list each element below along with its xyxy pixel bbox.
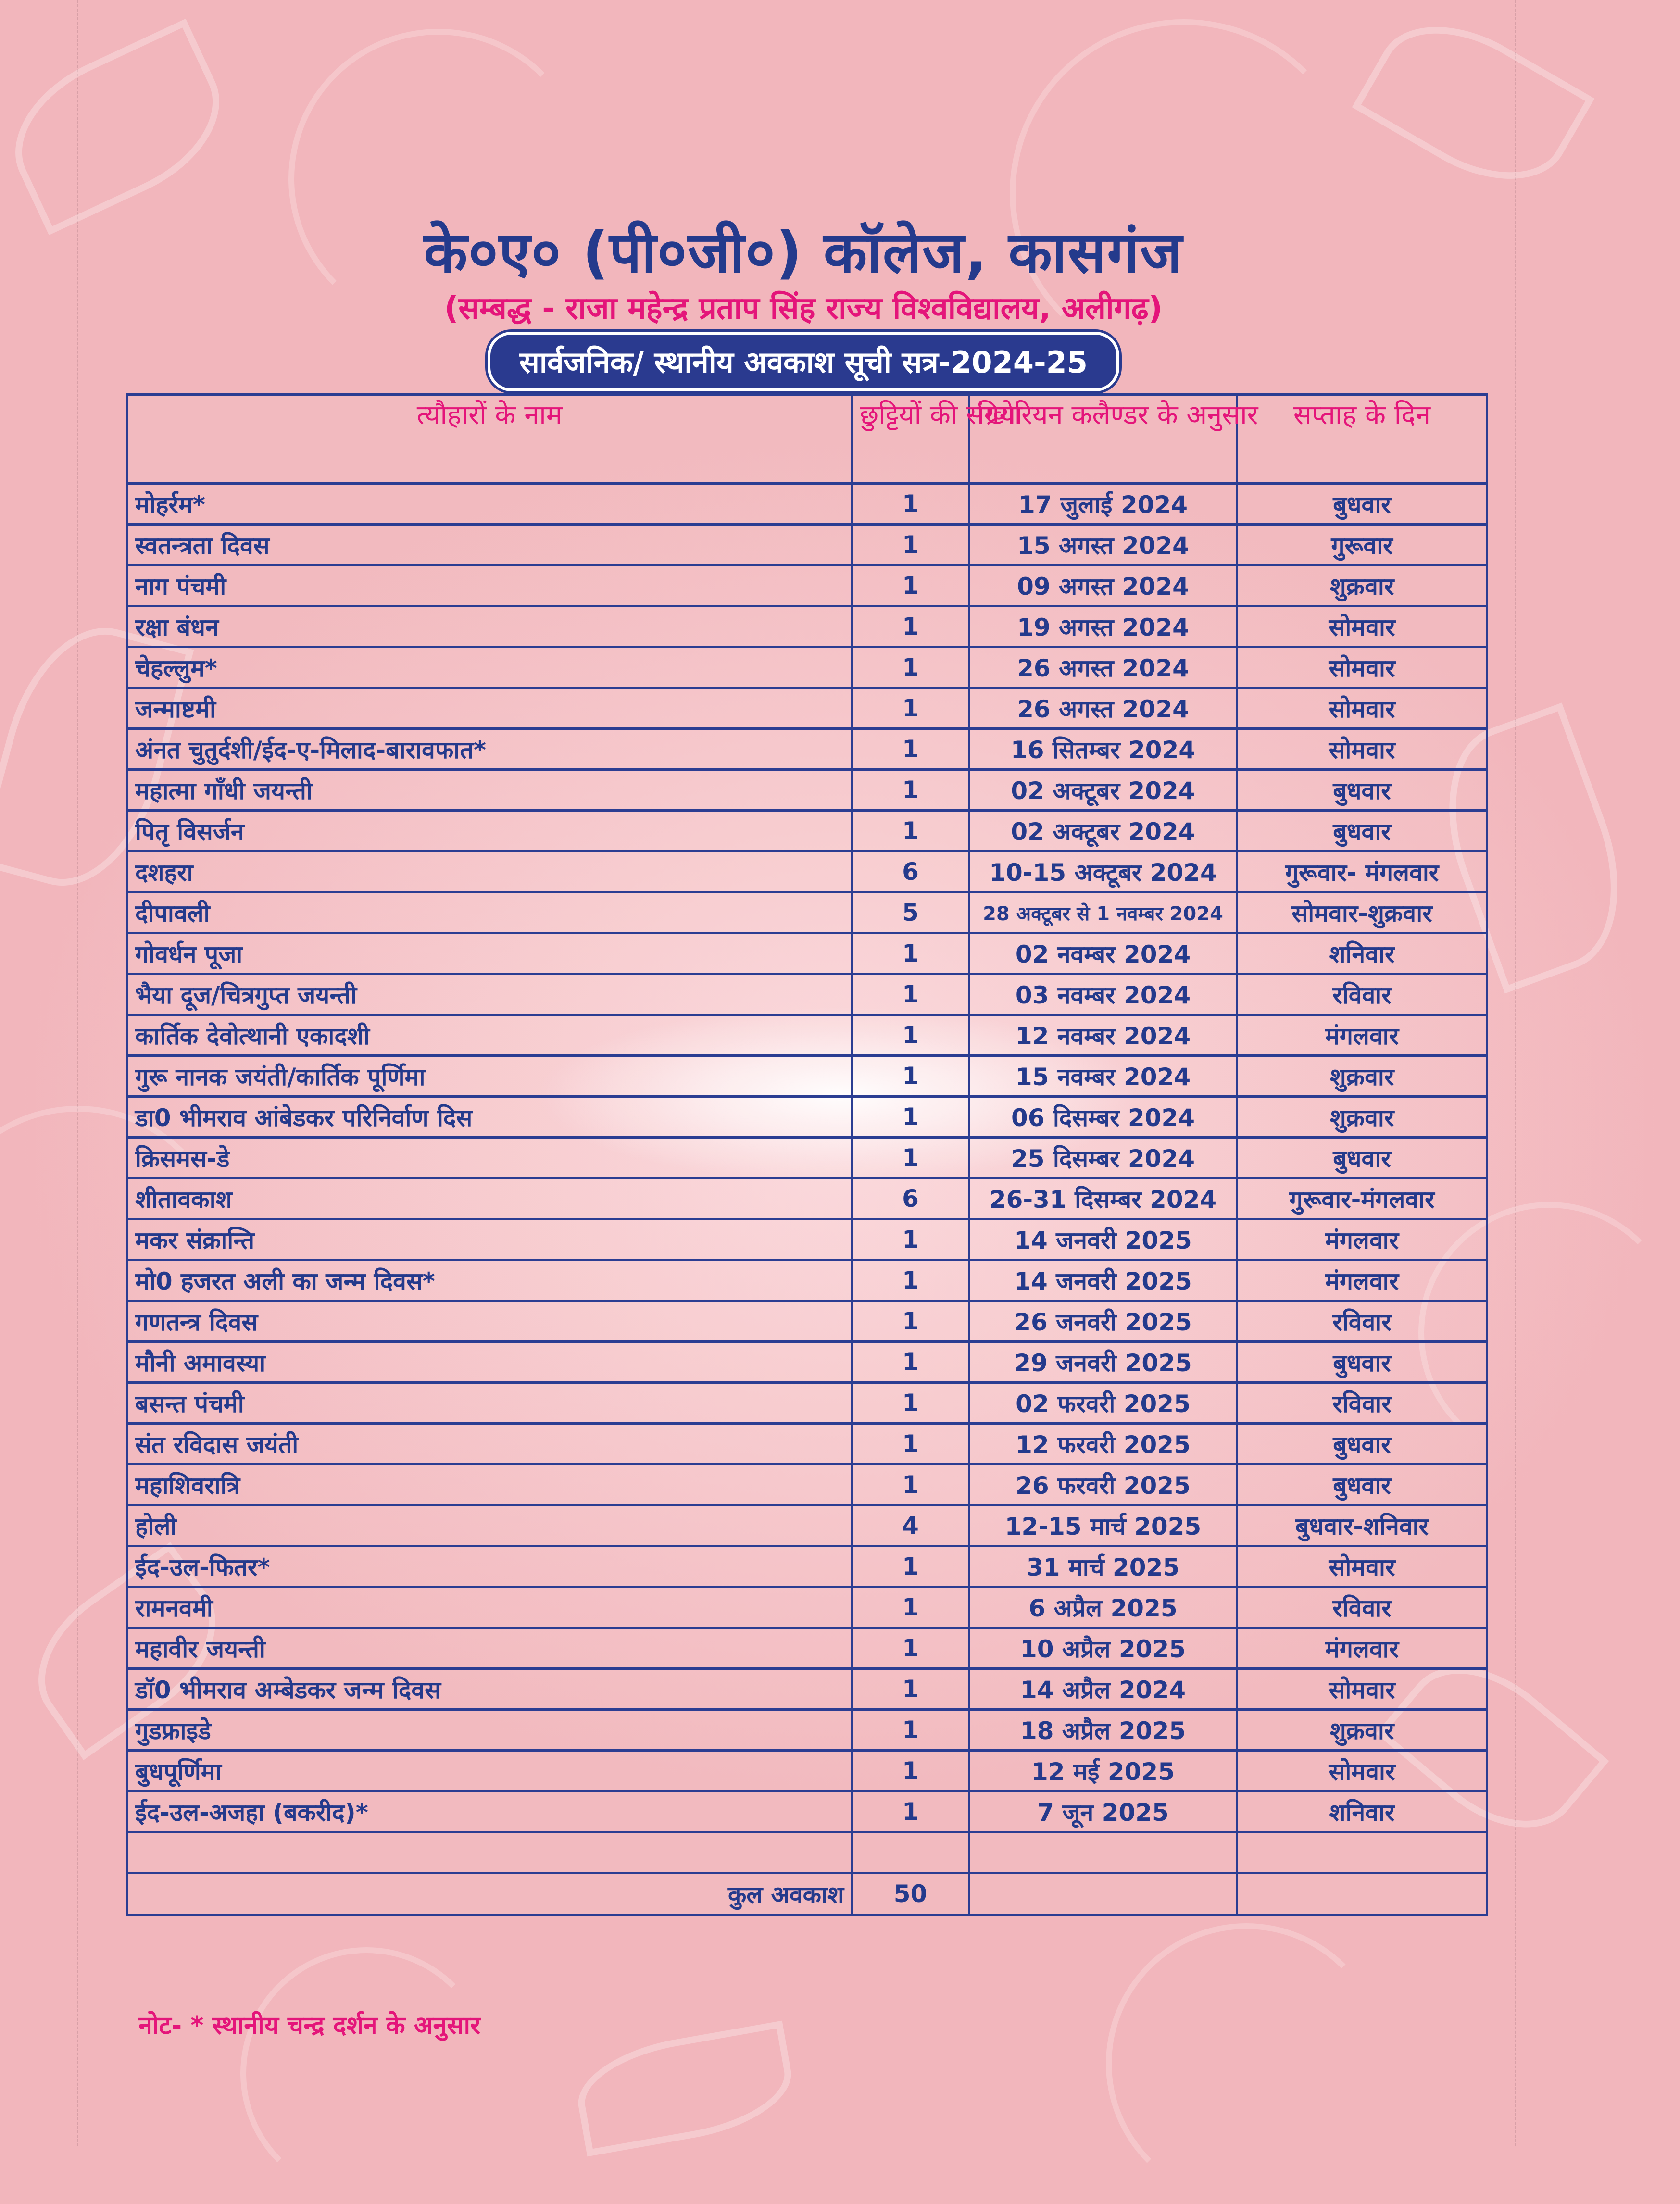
weekday-cell: रविवार [1237,974,1487,1015]
table-row [127,525,1487,565]
table-row [127,1342,1487,1383]
weekday-cell: सोमवार [1237,688,1487,729]
table-row [127,1628,1487,1669]
header-holiday-count: छुट्टियों की संख्या [852,395,969,484]
festival-name-cell: डा0 भीमराव आंबेडकर परिनिर्वाण दिस [127,1097,852,1138]
table-row [127,647,1487,688]
table-row [127,852,1487,892]
date-cell: 02 अक्टूबर 2024 [969,770,1237,811]
holiday-count-cell: 1 [852,1424,969,1465]
holiday-count-cell: 1 [852,606,969,647]
date-cell: 7 जून 2025 [969,1791,1237,1832]
holiday-count-cell: 1 [852,1546,969,1587]
table-row [127,1383,1487,1424]
weekday-cell: मंगलवार [1237,1015,1487,1056]
date-cell: 12-15 मार्च 2025 [969,1505,1237,1546]
weekday-cell: बुधवार-शनिवार [1237,1505,1487,1546]
holiday-count-cell: 1 [852,1465,969,1505]
holiday-count-cell: 1 [852,525,969,565]
weekday-cell: सोमवार [1237,647,1487,688]
blank-cell [127,1832,852,1873]
festival-name-cell: डॉ0 भीमराव अम्बेडकर जन्म दिवस [127,1669,852,1710]
holiday-count-cell: 1 [852,1669,969,1710]
holiday-count-cell: 1 [852,565,969,606]
holiday-count-cell: 1 [852,933,969,974]
date-cell: 02 फरवरी 2025 [969,1383,1237,1424]
holiday-count-cell: 1 [852,974,969,1015]
festival-name-cell: नाग पंचमी [127,565,852,606]
date-cell: 14 अप्रैल 2024 [969,1669,1237,1710]
holiday-count-cell: 5 [852,892,969,933]
date-cell: 02 अक्टूबर 2024 [969,811,1237,852]
weekday-cell: शनिवार [1237,1791,1487,1832]
holiday-count-cell: 1 [852,484,969,525]
holiday-count-cell: 1 [852,811,969,852]
weekday-cell: सोमवार [1237,1751,1487,1791]
affiliation-subtitle: (सम्बद्ध - राजा महेन्द्र प्रताप सिंह राज्य विश्वविद्यालय, अलीगढ़) [444,291,1163,326]
festival-name-cell: गुरू नानक जयंती/कार्तिक पूर्णिमा [127,1056,852,1097]
holiday-count-cell: 4 [852,1505,969,1546]
table-row [127,1424,1487,1465]
festival-name-cell: मकर संक्रान्ति [127,1219,852,1260]
date-cell: 31 मार्च 2025 [969,1546,1237,1587]
date-cell: 16 सितम्बर 2024 [969,729,1237,770]
table-row [127,1056,1487,1097]
weekday-cell: सोमवार [1237,1669,1487,1710]
holiday-count-cell: 1 [852,1383,969,1424]
holiday-count-cell: 1 [852,647,969,688]
table-row [127,770,1487,811]
weekday-cell: सोमवार [1237,729,1487,770]
table-row [127,1669,1487,1710]
date-cell: 10-15 अक्टूबर 2024 [969,852,1237,892]
weekday-cell: मंगलवार [1237,1219,1487,1260]
swirl-ornament [240,1947,492,2199]
holiday-count-cell: 6 [852,852,969,892]
date-cell: 14 जनवरी 2025 [969,1260,1237,1301]
table-row [127,1015,1487,1056]
festival-name-cell: कार्तिक देवोत्थानी एकादशी [127,1015,852,1056]
date-cell: 02 नवम्बर 2024 [969,933,1237,974]
date-cell: 26 अगस्त 2024 [969,647,1237,688]
date-cell: 26-31 दिसम्बर 2024 [969,1178,1237,1219]
holiday-count-cell: 1 [852,1751,969,1791]
date-cell: 26 अगस्त 2024 [969,688,1237,729]
date-cell: 06 दिसम्बर 2024 [969,1097,1237,1138]
date-cell: 28 अक्टूबर से 1 नवम्बर 2024 [969,892,1237,933]
weekday-cell: गुरूवार-मंगलवार [1237,1178,1487,1219]
weekday-cell: शनिवार [1237,933,1487,974]
date-cell: 03 नवम्बर 2024 [969,974,1237,1015]
table-row [127,974,1487,1015]
table-row [127,1465,1487,1505]
holiday-count-cell: 1 [852,1342,969,1383]
holiday-count-cell: 1 [852,1791,969,1832]
weekday-cell: बुधवार [1237,1424,1487,1465]
festival-name-cell: महात्मा गाँधी जयन्ती [127,770,852,811]
holiday-count-cell: 1 [852,770,969,811]
header-weekday: सप्ताह के दिन [1237,395,1487,484]
weekday-cell: रविवार [1237,1301,1487,1342]
weekday-cell: मंगलवार [1237,1260,1487,1301]
holiday-count-cell: 1 [852,1710,969,1751]
table-row [127,1710,1487,1751]
table-row [127,1260,1487,1301]
table-header-row [127,395,1487,484]
table-row [127,1587,1487,1628]
festival-name-cell: रामनवमी [127,1587,852,1628]
festival-name-cell: महाशिवरात्रि [127,1465,852,1505]
weekday-cell: शुक्रवार [1237,1710,1487,1751]
footnote: नोट- * स्थानीय चन्द्र दर्शन के अनुसार [138,2011,481,2040]
festival-name-cell: चेहल्लुम* [127,647,852,688]
weekday-cell: बुधवार [1237,811,1487,852]
date-cell: 10 अप्रैल 2025 [969,1628,1237,1669]
weekday-cell: गुरूवार- मंगलवार [1237,852,1487,892]
table-row [127,565,1487,606]
date-cell: 29 जनवरी 2025 [969,1342,1237,1383]
table-row [127,1505,1487,1546]
list-title: सार्वजनिक/ स्थानीय अवकाश सूची सत्र-2024-25 [488,332,1119,391]
festival-name-cell: मो0 हजरत अली का जन्म दिवस* [127,1260,852,1301]
holiday-count-cell: 1 [852,1138,969,1178]
blank-cell [1237,1873,1487,1915]
table-row [127,1178,1487,1219]
swirl-ornament [1106,1923,1387,2204]
date-cell: 6 अप्रैल 2025 [969,1587,1237,1628]
festival-name-cell: ईद-उल-अजहा (बकरीद)* [127,1791,852,1832]
weekday-cell: गुरूवार [1237,525,1487,565]
table-row [127,1097,1487,1138]
date-cell: 12 नवम्बर 2024 [969,1015,1237,1056]
table-row [127,606,1487,647]
festival-name-cell: गोवर्धन पूजा [127,933,852,974]
weekday-cell: रविवार [1237,1587,1487,1628]
leaf-ornament [0,19,244,235]
date-cell: 26 जनवरी 2025 [969,1301,1237,1342]
date-cell: 15 नवम्बर 2024 [969,1056,1237,1097]
weekday-cell: बुधवार [1237,484,1487,525]
date-cell: 14 जनवरी 2025 [969,1219,1237,1260]
festival-name-cell: जन्माष्टमी [127,688,852,729]
table-row [127,1219,1487,1260]
festival-name-cell: शीतावकाश [127,1178,852,1219]
weekday-cell: शुक्रवार [1237,565,1487,606]
festival-name-cell: क्रिसमस-डे [127,1138,852,1178]
weekday-cell: सोमवार [1237,606,1487,647]
college-title: के०ए० (पी०जी०) कॉलेज, कासगंज [424,219,1183,286]
festival-name-cell: बुधपूर्णिमा [127,1751,852,1791]
date-cell: 15 अगस्त 2024 [969,525,1237,565]
festival-name-cell: दीपावली [127,892,852,933]
table-row [127,1546,1487,1587]
table-row [127,484,1487,525]
festival-name-cell: भैया दूज/चित्रगुप्त जयन्ती [127,974,852,1015]
weekday-cell: शुक्रवार [1237,1056,1487,1097]
holiday-count-cell: 1 [852,1628,969,1669]
holiday-count-cell: 6 [852,1178,969,1219]
holiday-count-cell: 1 [852,1015,969,1056]
weekday-cell: रविवार [1237,1383,1487,1424]
festival-name-cell: मौनी अमावस्या [127,1342,852,1383]
table-row [127,1791,1487,1832]
header-gregorian-date: ग्रिगेरियन कलैण्डर के अनुसार [969,395,1237,484]
festival-name-cell: रक्षा बंधन [127,606,852,647]
weekday-cell: बुधवार [1237,770,1487,811]
blank-cell [1237,1832,1487,1873]
blank-cell [969,1873,1237,1915]
date-cell: 09 अगस्त 2024 [969,565,1237,606]
table-row [127,1751,1487,1791]
festival-name-cell: पितृ विसर्जन [127,811,852,852]
holiday-count-cell: 1 [852,1301,969,1342]
date-cell: 19 अगस्त 2024 [969,606,1237,647]
festival-name-cell: मोहर्रम* [127,484,852,525]
holiday-count-cell: 1 [852,1097,969,1138]
total-row [127,1873,1487,1915]
date-cell: 26 फरवरी 2025 [969,1465,1237,1505]
festival-name-cell: ईद-उल-फितर* [127,1546,852,1587]
holiday-count-cell: 1 [852,688,969,729]
date-cell: 25 दिसम्बर 2024 [969,1138,1237,1178]
weekday-cell: बुधवार [1237,1138,1487,1178]
weekday-cell: सोमवार-शुक्रवार [1237,892,1487,933]
date-cell: 18 अप्रैल 2025 [969,1710,1237,1751]
festival-name-cell: गुडफ्राइडे [127,1710,852,1751]
holiday-table [126,393,1488,1916]
weekday-cell: शुक्रवार [1237,1097,1487,1138]
table-body [127,484,1487,1832]
blank-cell [969,1832,1237,1873]
festival-name-cell: बसन्त पंचमी [127,1383,852,1424]
festival-name-cell: गणतन्त्र दिवस [127,1301,852,1342]
weekday-cell: बुधवार [1237,1465,1487,1505]
blank-cell [852,1832,969,1873]
festival-name-cell: स्वतन्त्रता दिवस [127,525,852,565]
list-title-banner [0,332,1607,391]
weekday-cell: सोमवार [1237,1546,1487,1587]
holiday-count-cell: 1 [852,729,969,770]
blank-row [127,1832,1487,1873]
festival-name-cell: होली [127,1505,852,1546]
table-row [127,933,1487,974]
table-row [127,688,1487,729]
table-row [127,1301,1487,1342]
holiday-count-cell: 1 [852,1260,969,1301]
leaf-ornament [570,2021,799,2157]
weekday-cell: बुधवार [1237,1342,1487,1383]
holiday-count-cell: 1 [852,1219,969,1260]
total-value: 50 [852,1873,969,1915]
festival-name-cell: संत रविदास जयंती [127,1424,852,1465]
table-row [127,729,1487,770]
total-label: कुल अवकाश [127,1873,852,1915]
table-row [127,1138,1487,1178]
holiday-count-cell: 1 [852,1056,969,1097]
header-festival-name: त्यौहारों के नाम [127,395,852,484]
table-row [127,892,1487,933]
table-row [127,811,1487,852]
date-cell: 12 मई 2025 [969,1751,1237,1791]
date-cell: 12 फरवरी 2025 [969,1424,1237,1465]
festival-name-cell: दशहरा [127,852,852,892]
leaf-ornament [1352,0,1595,210]
date-cell: 17 जुलाई 2024 [969,484,1237,525]
holiday-count-cell: 1 [852,1587,969,1628]
weekday-cell: मंगलवार [1237,1628,1487,1669]
festival-name-cell: महावीर जयन्ती [127,1628,852,1669]
festival-name-cell: अंनत चुतुर्दशी/ईद-ए-मिलाद-बारावफात* [127,729,852,770]
